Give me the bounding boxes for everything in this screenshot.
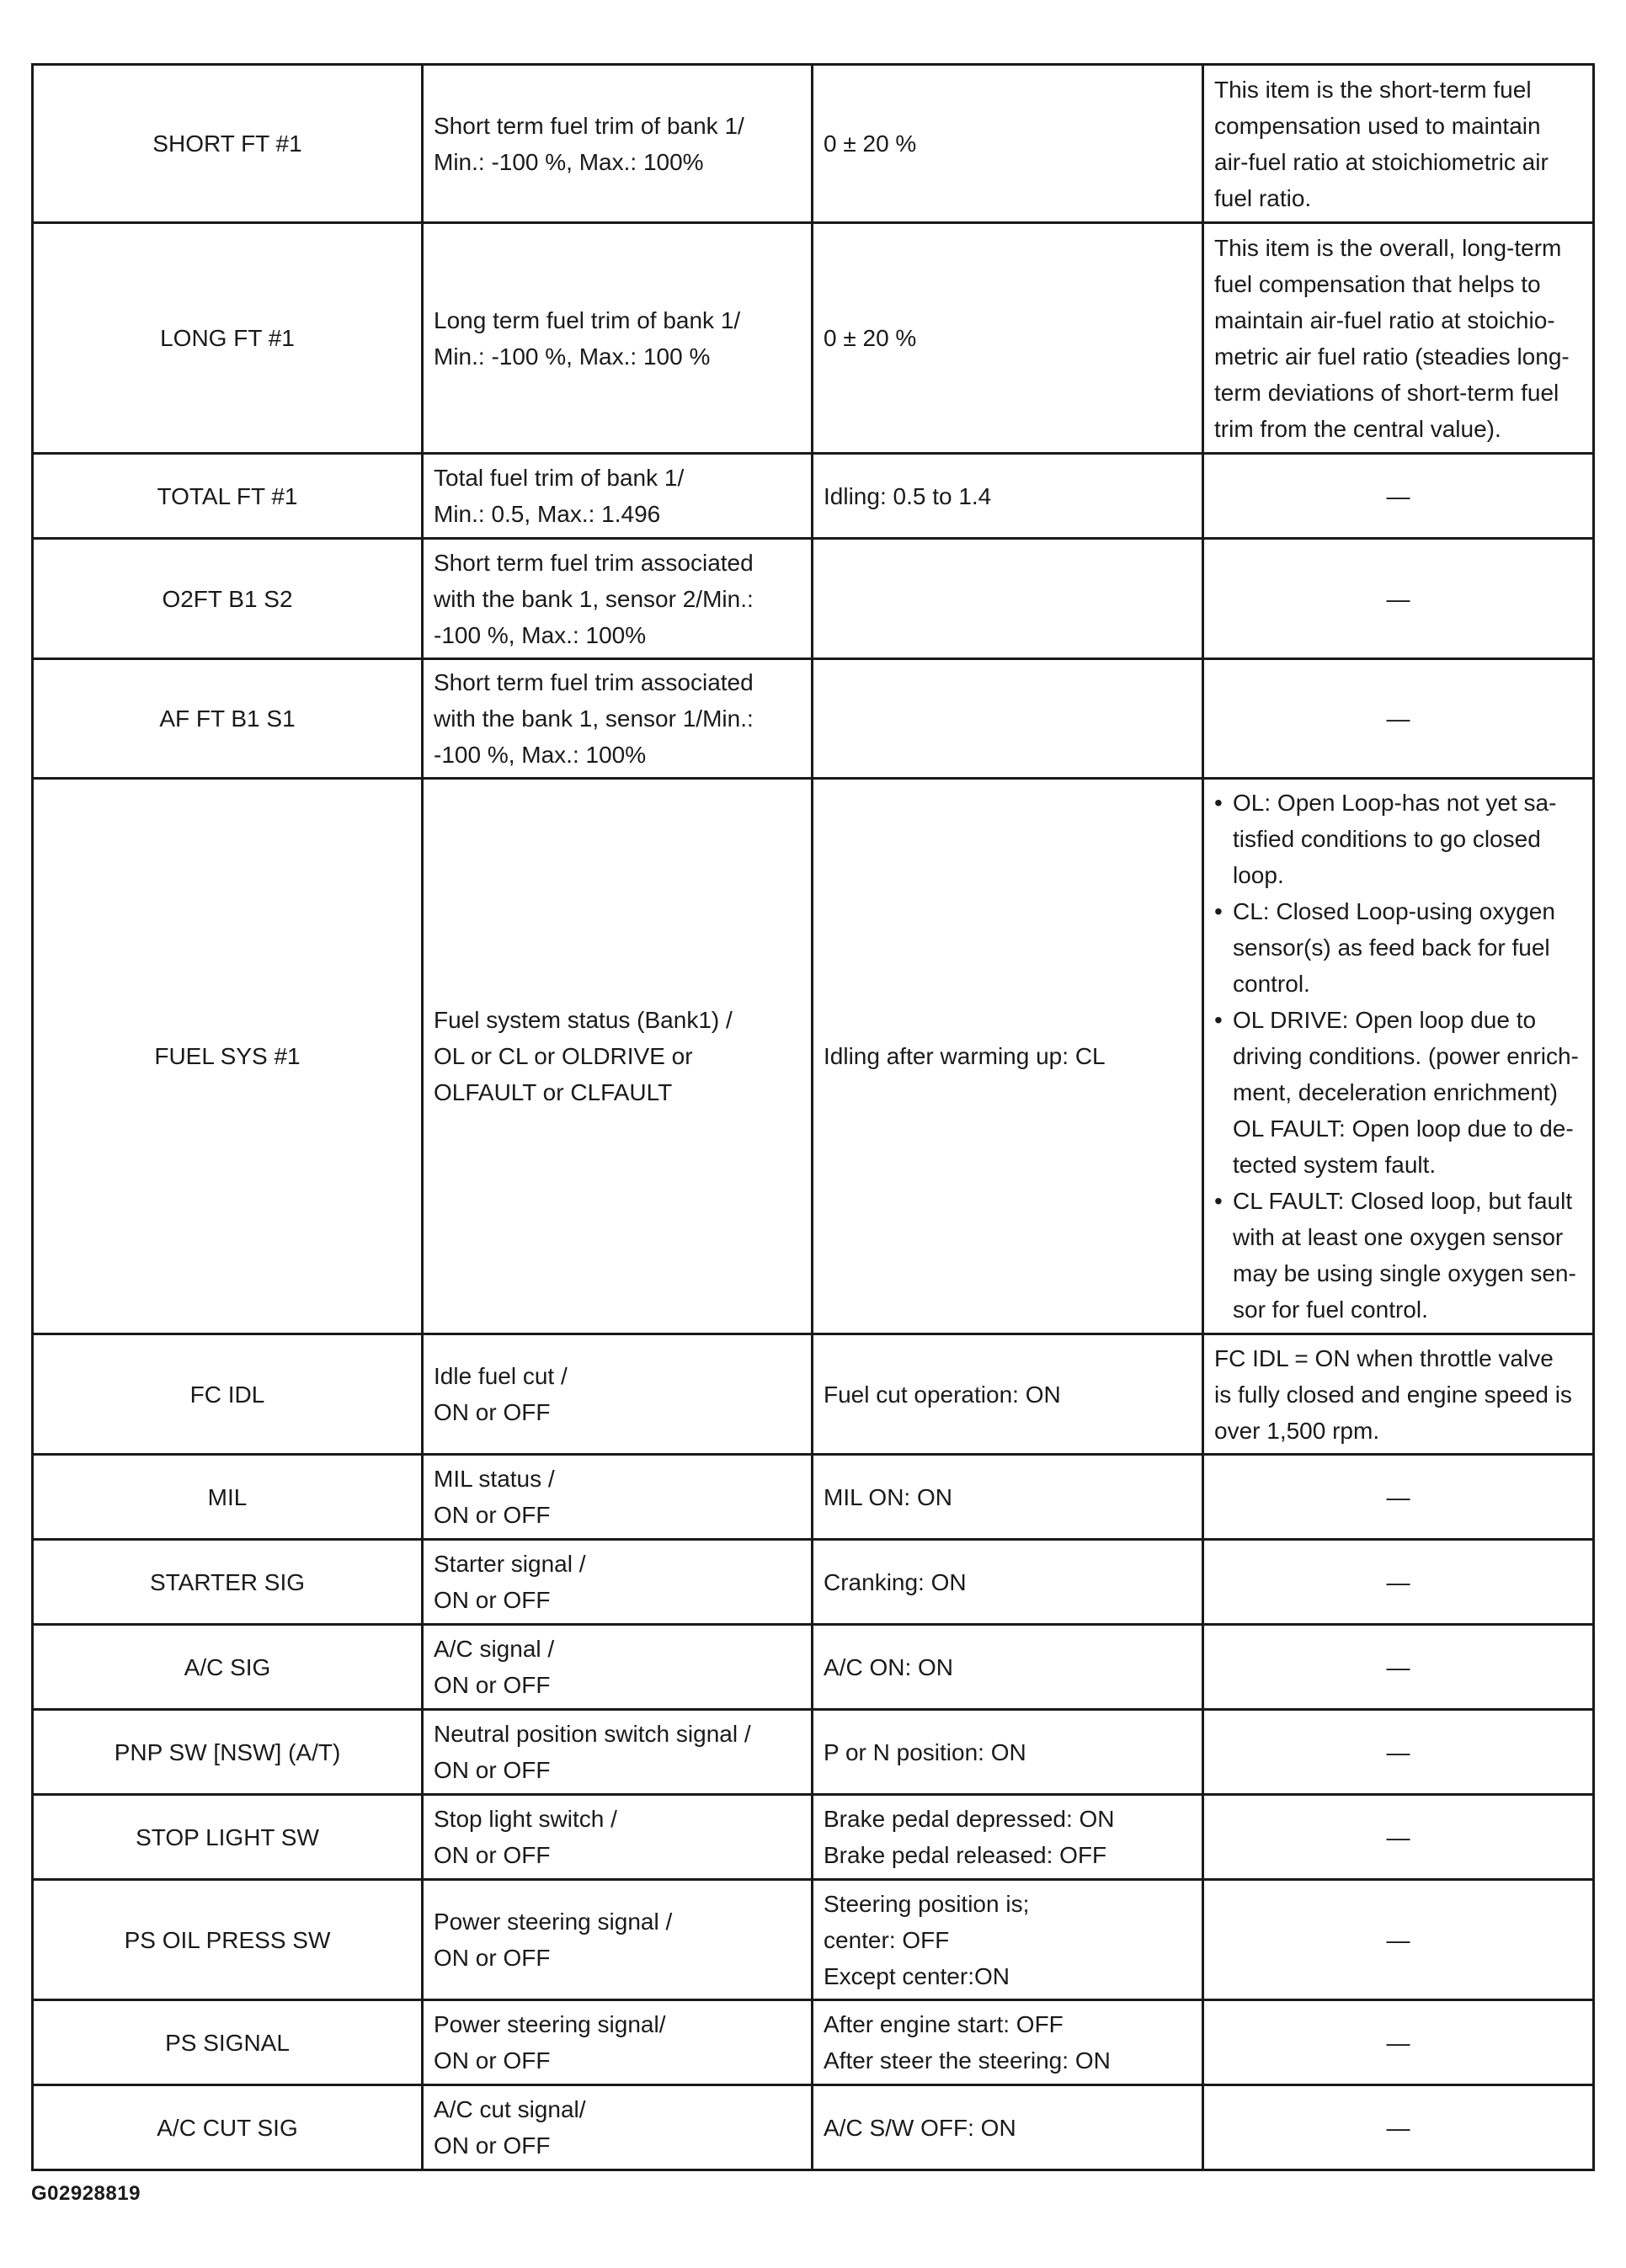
item-cell: STOP LIGHT SW: [33, 1795, 423, 1880]
table-row: [33, 1880, 1594, 2000]
condition-cell: [813, 454, 1203, 539]
condition-cell: [813, 1880, 1203, 2000]
condition-line: Idling after warming up: CL: [824, 1043, 1106, 1069]
condition-line: Fuel cut operation: ON: [824, 1381, 1061, 1408]
diagnostic-line: is fully closed and engine speed is: [1214, 1381, 1572, 1408]
description-cell: [423, 779, 813, 1334]
diagnostic-bullet: [1214, 785, 1582, 893]
bullet-marker: •: [1214, 898, 1223, 924]
spec-table: [31, 63, 1595, 2171]
diagnostic-line: —: [1386, 585, 1410, 612]
condition-cell: [813, 223, 1203, 454]
diagnostic-line: maintain air-fuel ratio at stoichio-: [1214, 306, 1555, 333]
diagnostic-cell: [1203, 223, 1594, 454]
condition-cell: [813, 1710, 1203, 1795]
condition-cell: [813, 539, 1203, 659]
condition-line: After engine start: OFF: [824, 2011, 1064, 2037]
table-row: [33, 223, 1594, 454]
condition-line: P or N position: ON: [824, 1738, 1026, 1765]
condition-line: Steering position is;: [824, 1890, 1030, 1917]
diagnostic-bullet: [1214, 1183, 1582, 1328]
description-line: with the bank 1, sensor 1/Min.:: [434, 705, 754, 732]
description-line: ON or OFF: [434, 1502, 551, 1528]
table-row: [33, 454, 1594, 539]
diagnostic-line: OL DRIVE: Open loop due to: [1233, 1007, 1537, 1033]
diagnostic-line: fuel compensation that helps to: [1214, 270, 1541, 297]
item-cell: MIL: [33, 1455, 423, 1540]
item-cell: FUEL SYS #1: [33, 779, 423, 1334]
diagnostic-line: This item is the overall, long-term: [1214, 234, 1562, 261]
item-cell: SHORT FT #1: [33, 65, 423, 223]
condition-cell: [813, 1795, 1203, 1880]
item-cell: PNP SW [NSW] (A/T): [33, 1710, 423, 1795]
condition-cell: [813, 1625, 1203, 1710]
diagnostic-line: metric air fuel ratio (steadies long-: [1214, 343, 1570, 370]
item-cell: A/C SIG: [33, 1625, 423, 1710]
description-cell: [423, 1540, 813, 1625]
condition-line: A/C ON: ON: [824, 1653, 954, 1680]
condition-line: Idling: 0.5 to 1.4: [824, 482, 992, 509]
table-row: [33, 539, 1594, 659]
condition-cell: [813, 2000, 1203, 2085]
diagnostic-line: CL: Closed Loop-using oxygen: [1233, 898, 1555, 924]
diagnostic-line: control.: [1233, 971, 1310, 997]
diagnostic-cell: [1203, 539, 1594, 659]
table-row: [33, 1625, 1594, 1710]
description-line: Short term fuel trim of bank 1/: [434, 112, 744, 139]
diagnostic-line: —: [1386, 1653, 1410, 1680]
description-line: OL or CL or OLDRIVE or: [434, 1043, 693, 1069]
description-cell: [423, 65, 813, 223]
description-line: Min.: -100 %, Max.: 100%: [434, 148, 704, 175]
description-line: ON or OFF: [434, 1842, 551, 1868]
table-row: [33, 1334, 1594, 1455]
diagnostic-cell: [1203, 659, 1594, 779]
condition-line: Except center:ON: [824, 1962, 1010, 1989]
diagnostic-line: CL FAULT: Closed loop, but fault: [1233, 1188, 1573, 1214]
diagnostic-cell: [1203, 2085, 1594, 2170]
diagnostic-cell: [1203, 1625, 1594, 1710]
description-line: ON or OFF: [434, 1399, 551, 1425]
table-row: [33, 2085, 1594, 2170]
diagnostic-line: sor for fuel control.: [1233, 1296, 1428, 1323]
description-line: OLFAULT or CLFAULT: [434, 1079, 673, 1105]
table-row: [33, 65, 1594, 223]
diagnostic-cell: [1203, 1455, 1594, 1540]
diagnostic-line: term deviations of short-term fuel: [1214, 379, 1559, 406]
description-line: Min.: 0.5, Max.: 1.496: [434, 501, 661, 527]
description-line: ON or OFF: [434, 1672, 551, 1698]
diagnostic-line: —: [1386, 1926, 1410, 1953]
table-row: [33, 1710, 1594, 1795]
description-line: Short term fuel trim associated: [434, 549, 754, 576]
diagnostic-cell: [1203, 454, 1594, 539]
diagnostic-line: sensor(s) as feed back for fuel: [1233, 934, 1550, 961]
description-line: -100 %, Max.: 100%: [434, 621, 647, 648]
diagnostic-line: —: [1386, 705, 1410, 732]
description-cell: [423, 1710, 813, 1795]
description-line: ON or OFF: [434, 1945, 551, 1971]
diagnostic-line: —: [1386, 2114, 1410, 2141]
description-line: Idle fuel cut /: [434, 1363, 568, 1389]
diagnostic-line: air-fuel ratio at stoichiometric air: [1214, 148, 1549, 175]
description-line: Neutral position switch signal /: [434, 1721, 751, 1747]
description-cell: [423, 1334, 813, 1455]
table-row: [33, 1795, 1594, 1880]
table-row: [33, 779, 1594, 1334]
description-line: A/C cut signal/: [434, 2096, 586, 2122]
diagnostic-line: loop.: [1233, 862, 1284, 888]
diagnostic-line: —: [1386, 1568, 1410, 1595]
diagnostic-cell: [1203, 1710, 1594, 1795]
condition-cell: [813, 2085, 1203, 2170]
description-cell: [423, 1880, 813, 2000]
diagnostic-line: compensation used to maintain: [1214, 112, 1541, 139]
item-cell: O2FT B1 S2: [33, 539, 423, 659]
table-row: [33, 1540, 1594, 1625]
diagnostic-cell: [1203, 65, 1594, 223]
description-line: Power steering signal /: [434, 1909, 673, 1935]
bullet-marker: •: [1214, 1007, 1223, 1033]
description-cell: [423, 454, 813, 539]
condition-cell: [813, 1540, 1203, 1625]
description-line: A/C signal /: [434, 1636, 555, 1662]
description-line: Stop light switch /: [434, 1806, 617, 1832]
condition-line: 0 ± 20 %: [824, 130, 917, 157]
diagnostic-line: fuel ratio.: [1214, 184, 1312, 211]
diagnostic-cell: [1203, 1334, 1594, 1455]
diagnostic-line: ment, deceleration enrichment): [1233, 1079, 1558, 1105]
table-row: [33, 659, 1594, 779]
item-cell: A/C CUT SIG: [33, 2085, 423, 2170]
condition-line: Brake pedal depressed: ON: [824, 1806, 1115, 1832]
condition-line: After steer the steering: ON: [824, 2047, 1111, 2074]
description-line: with the bank 1, sensor 2/Min.:: [434, 585, 754, 612]
description-line: Short term fuel trim associated: [434, 669, 754, 695]
diagnostic-cell: [1203, 1540, 1594, 1625]
description-line: ON or OFF: [434, 1757, 551, 1783]
item-cell: AF FT B1 S1: [33, 659, 423, 779]
diagnostic-line: —: [1386, 1823, 1410, 1850]
condition-cell: [813, 1334, 1203, 1455]
item-cell: STARTER SIG: [33, 1540, 423, 1625]
diagnostic-line: —: [1386, 2029, 1410, 2056]
description-line: MIL status /: [434, 1466, 555, 1492]
item-cell: FC IDL: [33, 1334, 423, 1455]
description-cell: [423, 1795, 813, 1880]
spec-table-body: [33, 65, 1594, 2170]
diagnostic-line: FC IDL = ON when throttle valve: [1214, 1344, 1554, 1371]
bullet-marker: •: [1214, 1188, 1223, 1214]
diagnostic-cell: [1203, 779, 1594, 1334]
description-line: Starter signal /: [434, 1551, 586, 1577]
description-cell: [423, 2000, 813, 2085]
description-line: Power steering signal/: [434, 2011, 666, 2037]
description-line: Total fuel trim of bank 1/: [434, 465, 685, 491]
bullet-marker: •: [1214, 790, 1223, 816]
diagnostic-line: This item is the short-term fuel: [1214, 76, 1532, 103]
diagnostic-line: tected system fault.: [1233, 1152, 1437, 1178]
condition-line: A/C S/W OFF: ON: [824, 2114, 1016, 2141]
description-line: ON or OFF: [434, 2132, 551, 2159]
description-cell: [423, 1455, 813, 1540]
diagnostic-cell: [1203, 2000, 1594, 2085]
diagnostic-bullet: [1214, 1002, 1582, 1183]
condition-cell: [813, 779, 1203, 1334]
condition-cell: [813, 1455, 1203, 1540]
figure-id: G02928819: [31, 2182, 141, 2205]
diagnostic-line: over 1,500 rpm.: [1214, 1417, 1380, 1444]
item-cell: LONG FT #1: [33, 223, 423, 454]
diagnostic-line: —: [1386, 482, 1410, 509]
condition-line: 0 ± 20 %: [824, 325, 917, 351]
description-cell: [423, 659, 813, 779]
diagnostic-line: OL: Open Loop-has not yet sa-: [1233, 790, 1557, 816]
diagnostic-line: —: [1386, 1738, 1410, 1765]
diagnostic-line: driving conditions. (power enrich-: [1233, 1043, 1579, 1069]
description-line: Fuel system status (Bank1) /: [434, 1007, 733, 1033]
table-row: [33, 1455, 1594, 1540]
condition-cell: [813, 659, 1203, 779]
description-line: ON or OFF: [434, 2047, 551, 2074]
description-line: Min.: -100 %, Max.: 100 %: [434, 343, 711, 370]
diagnostic-line: with at least one oxygen sensor: [1233, 1224, 1564, 1250]
diagnostic-cell: [1203, 1795, 1594, 1880]
condition-line: MIL ON: ON: [824, 1483, 952, 1510]
description-cell: [423, 1625, 813, 1710]
condition-line: Cranking: ON: [824, 1568, 967, 1595]
item-cell: TOTAL FT #1: [33, 454, 423, 539]
description-cell: [423, 223, 813, 454]
description-cell: [423, 2085, 813, 2170]
item-cell: PS OIL PRESS SW: [33, 1880, 423, 2000]
diagnostic-line: —: [1386, 1483, 1410, 1510]
description-line: ON or OFF: [434, 1587, 551, 1613]
condition-cell: [813, 65, 1203, 223]
diagnostic-line: tisfied conditions to go closed: [1233, 826, 1541, 852]
diagnostic-bullet: [1214, 893, 1582, 1002]
diagnostic-line: may be using single oxygen sen-: [1233, 1260, 1576, 1286]
condition-line: Brake pedal released: OFF: [824, 1842, 1107, 1868]
description-cell: [423, 539, 813, 659]
diagnostic-line: OL FAULT: Open loop due to de-: [1233, 1115, 1574, 1142]
condition-line: center: OFF: [824, 1926, 950, 1953]
diagnostic-line: trim from the central value).: [1214, 415, 1501, 442]
item-cell: PS SIGNAL: [33, 2000, 423, 2085]
description-line: Long term fuel trim of bank 1/: [434, 306, 741, 333]
table-row: [33, 2000, 1594, 2085]
diagnostic-cell: [1203, 1880, 1594, 2000]
description-line: -100 %, Max.: 100%: [434, 742, 647, 768]
